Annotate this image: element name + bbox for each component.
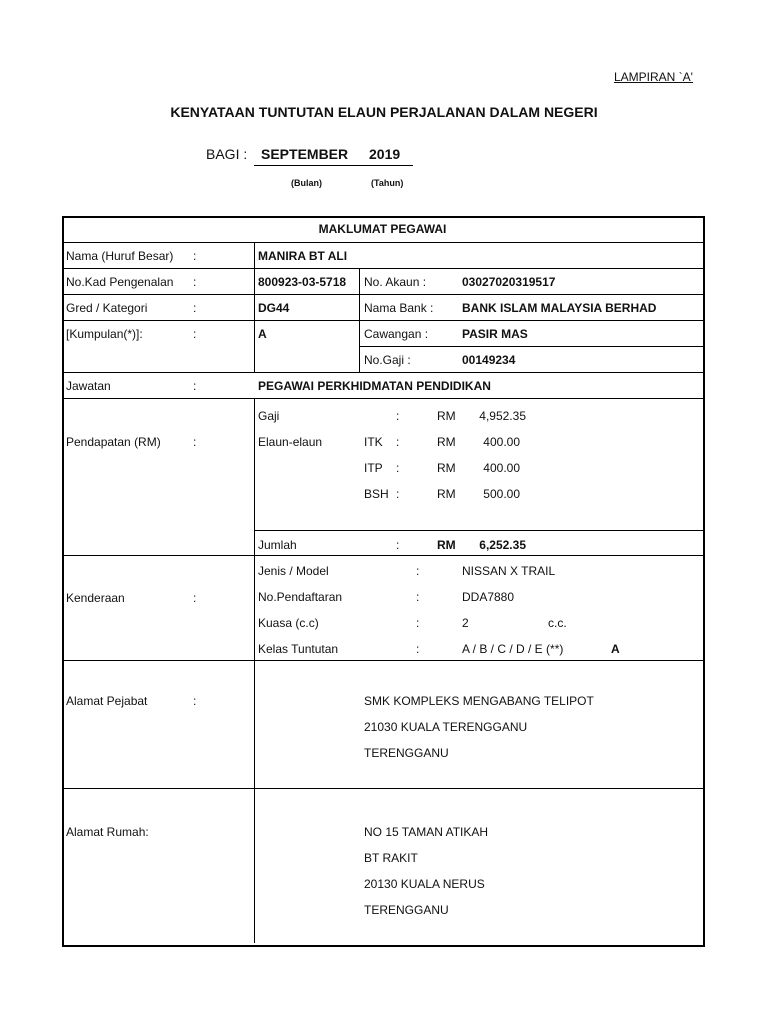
colon: : — [193, 249, 197, 263]
period-underline — [254, 165, 413, 166]
salary-number-label: No.Gaji : — [364, 353, 411, 367]
column-divider — [254, 242, 255, 372]
row-divider — [359, 346, 703, 347]
account-number: 03027020319517 — [462, 275, 556, 289]
colon: : — [193, 379, 197, 393]
vehicle-model: NISSAN X TRAIL — [462, 564, 556, 578]
itk-label: ITK — [364, 435, 383, 449]
ic-number: 800923-03-5718 — [258, 275, 347, 289]
grade-value: DG44 — [258, 301, 290, 315]
column-divider — [254, 398, 255, 943]
itk-amount: 400.00 — [483, 435, 520, 449]
group-label: [Kumpulan(*)]: — [66, 327, 143, 341]
office-address-line: 21030 KUALA TERENGGANU — [364, 720, 528, 734]
colon: : — [193, 435, 197, 449]
colon: : — [193, 694, 197, 708]
vehicle-registration: DDA7880 — [462, 590, 515, 604]
section-title: MAKLUMAT PEGAWAI — [318, 222, 447, 236]
total-label: Jumlah — [258, 538, 297, 552]
colon: : — [416, 616, 420, 630]
row-divider — [62, 268, 703, 269]
grade-label: Gred / Kategori — [66, 301, 148, 315]
colon: : — [193, 591, 197, 605]
colon: : — [193, 275, 197, 289]
annex-label: LAMPIRAN `A' — [614, 70, 693, 84]
itp-amount: 400.00 — [483, 461, 520, 475]
for-period-label: BAGI : — [206, 146, 248, 162]
bank-label: Nama Bank : — [364, 301, 434, 315]
claim-month: SEPTEMBER — [261, 146, 349, 162]
row-divider — [62, 294, 703, 295]
colon: : — [396, 409, 400, 423]
officer-name: MANIRA BT ALI — [258, 249, 348, 263]
colon: : — [193, 301, 197, 315]
row-divider — [62, 242, 703, 243]
colon: : — [396, 487, 400, 501]
engine-power-unit: c.c. — [548, 616, 567, 630]
month-caption: (Bulan) — [291, 178, 322, 188]
salary-amount: 4,952.35 — [479, 409, 526, 423]
home-address-line: TERENGGANU — [364, 903, 449, 917]
claim-year: 2019 — [369, 146, 401, 162]
income-label: Pendapatan (RM) — [66, 435, 161, 449]
office-address-line: SMK KOMPLEKS MENGABANG TELIPOT — [364, 694, 594, 708]
column-divider — [359, 268, 360, 372]
account-label: No. Akaun : — [364, 275, 427, 289]
colon: : — [396, 538, 400, 552]
colon: : — [416, 590, 420, 604]
claim-class-options: A / B / C / D / E (**) — [462, 642, 564, 656]
total-amount: 6,252.35 — [479, 538, 526, 552]
model-label: Jenis / Model — [258, 564, 329, 578]
colon: : — [396, 435, 400, 449]
row-divider — [254, 530, 703, 531]
home-address-line: BT RAKIT — [364, 851, 418, 865]
bank-name: BANK ISLAM MALAYSIA BERHAD — [462, 301, 657, 315]
engine-power: 2 — [462, 616, 469, 630]
position-label: Jawatan — [66, 379, 111, 393]
currency-label: RM — [437, 409, 456, 423]
position-value: PEGAWAI PERKHIDMATAN PENDIDIKAN — [258, 379, 491, 393]
bsh-label: BSH — [364, 487, 389, 501]
colon: : — [416, 564, 420, 578]
row-divider — [62, 398, 703, 399]
allowance-label: Elaun-elaun — [258, 435, 323, 449]
claim-class-value: A — [611, 642, 620, 656]
row-divider — [62, 555, 703, 556]
currency-label: RM — [437, 461, 456, 475]
home-address-label: Alamat Rumah: — [66, 825, 149, 839]
name-label: Nama (Huruf Besar) — [66, 249, 174, 263]
colon: : — [396, 461, 400, 475]
salary-number: 00149234 — [462, 353, 516, 367]
home-address-line: 20130 KUALA NERUS — [364, 877, 485, 891]
office-address-label: Alamat Pejabat — [66, 694, 148, 708]
ic-label: No.Kad Pengenalan — [66, 275, 174, 289]
branch-name: PASIR MAS — [462, 327, 528, 341]
home-address-line: NO 15 TAMAN ATIKAH — [364, 825, 489, 839]
vehicle-label: Kenderaan — [66, 591, 125, 605]
year-caption: (Tahun) — [371, 178, 404, 188]
colon: : — [193, 327, 197, 341]
bsh-amount: 500.00 — [483, 487, 520, 501]
branch-label: Cawangan : — [364, 327, 429, 341]
claim-class-label: Kelas Tuntutan — [258, 642, 339, 656]
salary-label: Gaji — [258, 409, 280, 423]
row-divider — [62, 788, 703, 789]
row-divider — [62, 372, 703, 373]
colon: : — [416, 642, 420, 656]
registration-label: No.Pendaftaran — [258, 590, 343, 604]
row-divider — [62, 320, 703, 321]
currency-label: RM — [437, 538, 456, 552]
group-value: A — [258, 327, 267, 341]
engine-power-label: Kuasa (c.c) — [258, 616, 319, 630]
row-divider — [62, 660, 703, 661]
currency-label: RM — [437, 435, 456, 449]
itp-label: ITP — [364, 461, 383, 475]
form-title: KENYATAAN TUNTUTAN ELAUN PERJALANAN DALAM NEGERI — [170, 104, 598, 120]
currency-label: RM — [437, 487, 456, 501]
office-address-line: TERENGGANU — [364, 746, 449, 760]
